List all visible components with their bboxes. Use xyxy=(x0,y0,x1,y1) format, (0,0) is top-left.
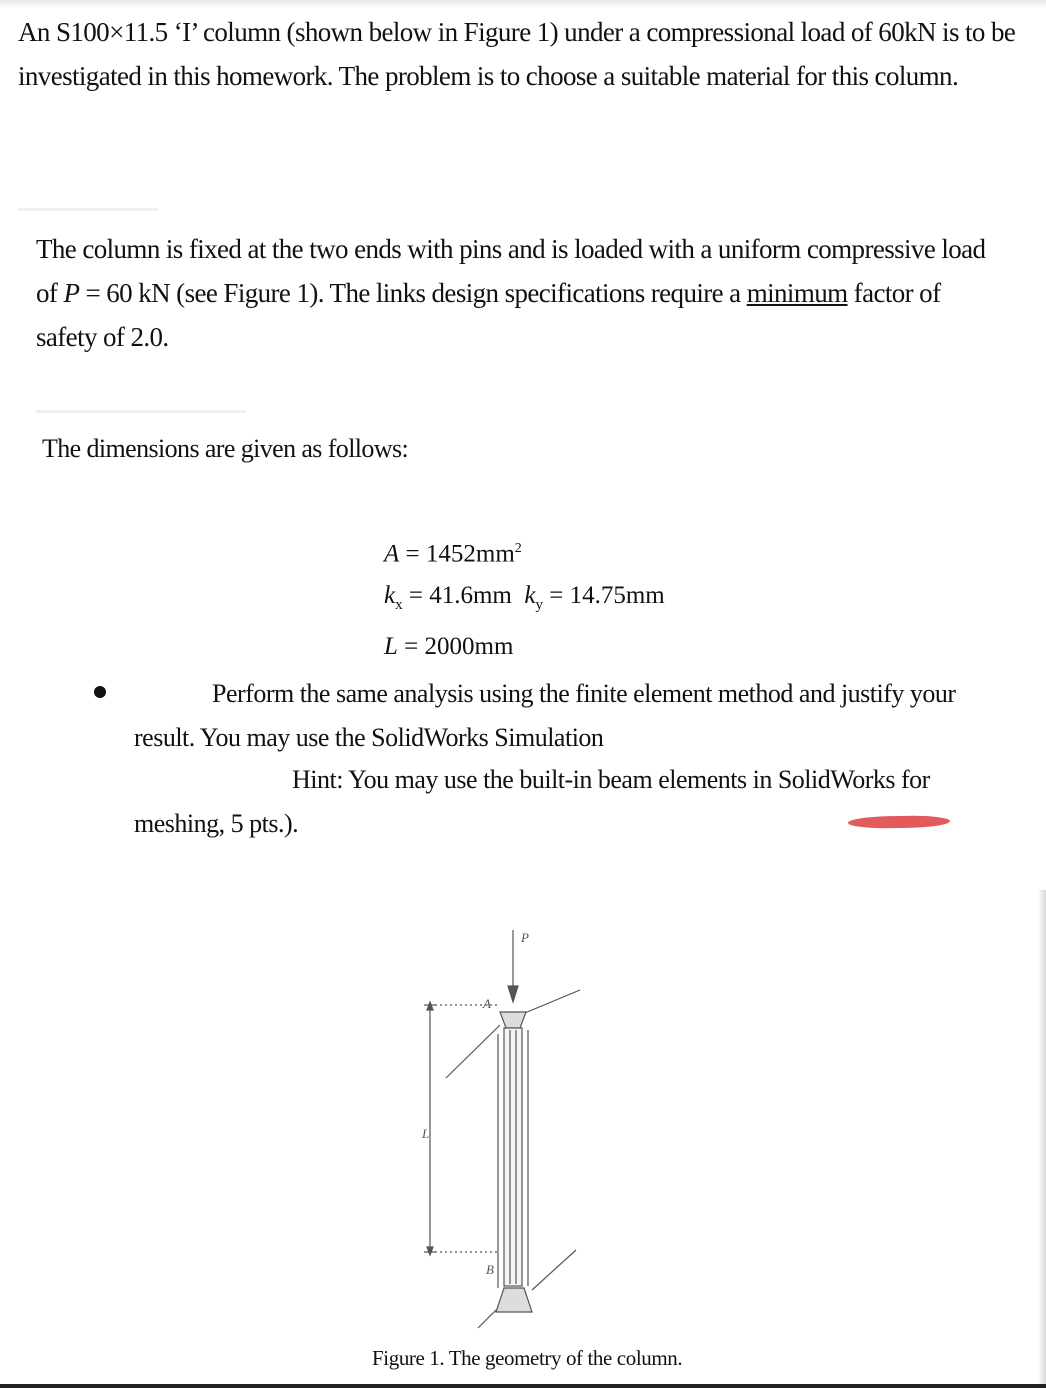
length-formula xyxy=(384,626,665,668)
length-value: = 2000mm xyxy=(397,633,514,661)
page-bottom-border xyxy=(0,1384,1046,1388)
setup-line-1: The column is fixed at the two ends with pins and is loaded with a uniform compressive load xyxy=(36,234,986,264)
label-P: P xyxy=(521,930,529,945)
dimension-arrow-bottom xyxy=(427,1247,433,1255)
dimension-formulas xyxy=(384,528,665,668)
top-ref-line-left xyxy=(446,1025,500,1078)
load-symbol: P xyxy=(63,278,80,308)
bottom-pin xyxy=(496,1288,532,1312)
column-body xyxy=(504,1028,522,1286)
load-arrow-head xyxy=(508,986,518,1002)
intro-paragraph: An S100×11.5 ‘I’ column (shown below in Figure 1) under a compressional load of 60kN is to be investigated in this homework. The problem is to choose a suitable material for this column. xyxy=(18,17,1016,91)
page-edge-shadow xyxy=(1038,890,1046,1388)
label-L: L xyxy=(422,1126,430,1141)
task-line-2: result. You may use the SolidWorks Simulation xyxy=(134,723,604,752)
setup-line-2-suffix: factor of xyxy=(847,278,941,308)
area-formula xyxy=(384,528,665,575)
top-ref-line xyxy=(520,990,580,1015)
separator-line xyxy=(36,410,246,413)
setup-line-3: safety of 2.0. xyxy=(36,322,169,352)
separator-line xyxy=(18,208,158,211)
dimension-arrow-top xyxy=(427,1002,433,1010)
top-pin xyxy=(500,1012,526,1028)
task-line-3: Hint: You may use the built-in beam elements in SolidWorks for xyxy=(292,765,930,794)
column-figure xyxy=(400,910,620,1330)
setup-line-2-prefix: of xyxy=(36,278,64,308)
task-line-1: Perform the same analysis using the finite element method and justify your xyxy=(212,679,956,708)
figure-caption: Figure 1. The geometry of the column. xyxy=(372,1346,683,1370)
load-value-text: = 60 kN (see Figure 1). The links design specifications require a xyxy=(79,278,747,308)
kx-value: = 41.6mm xyxy=(402,582,512,610)
ky-symbol: k xyxy=(524,582,536,610)
ky-value: = 14.75mm xyxy=(542,582,665,610)
area-value: = 1452mm xyxy=(399,540,515,568)
area-exponent: 2 xyxy=(514,541,522,556)
bottom-ref-line xyxy=(532,1250,576,1290)
radius-formula xyxy=(384,575,665,626)
label-A: A xyxy=(483,996,491,1011)
bullet-dot xyxy=(94,686,106,698)
task-line-4: meshing, 5 pts.). xyxy=(134,809,299,838)
setup-paragraph xyxy=(36,227,1046,359)
length-symbol: L xyxy=(384,633,398,661)
ky-subscript: y xyxy=(535,597,543,614)
kx-symbol: k xyxy=(384,582,396,610)
setup-line-2 xyxy=(36,271,1046,315)
area-symbol: A xyxy=(384,540,400,568)
underlined-minimum: minimum xyxy=(746,278,848,308)
red-highlight-mark xyxy=(848,815,950,829)
label-B: B xyxy=(486,1262,494,1277)
bottom-ref-line-left xyxy=(478,1310,496,1328)
dimensions-intro: The dimensions are given as follows: xyxy=(42,434,409,463)
top-shadow xyxy=(0,0,1046,8)
kx-subscript: x xyxy=(395,597,403,614)
